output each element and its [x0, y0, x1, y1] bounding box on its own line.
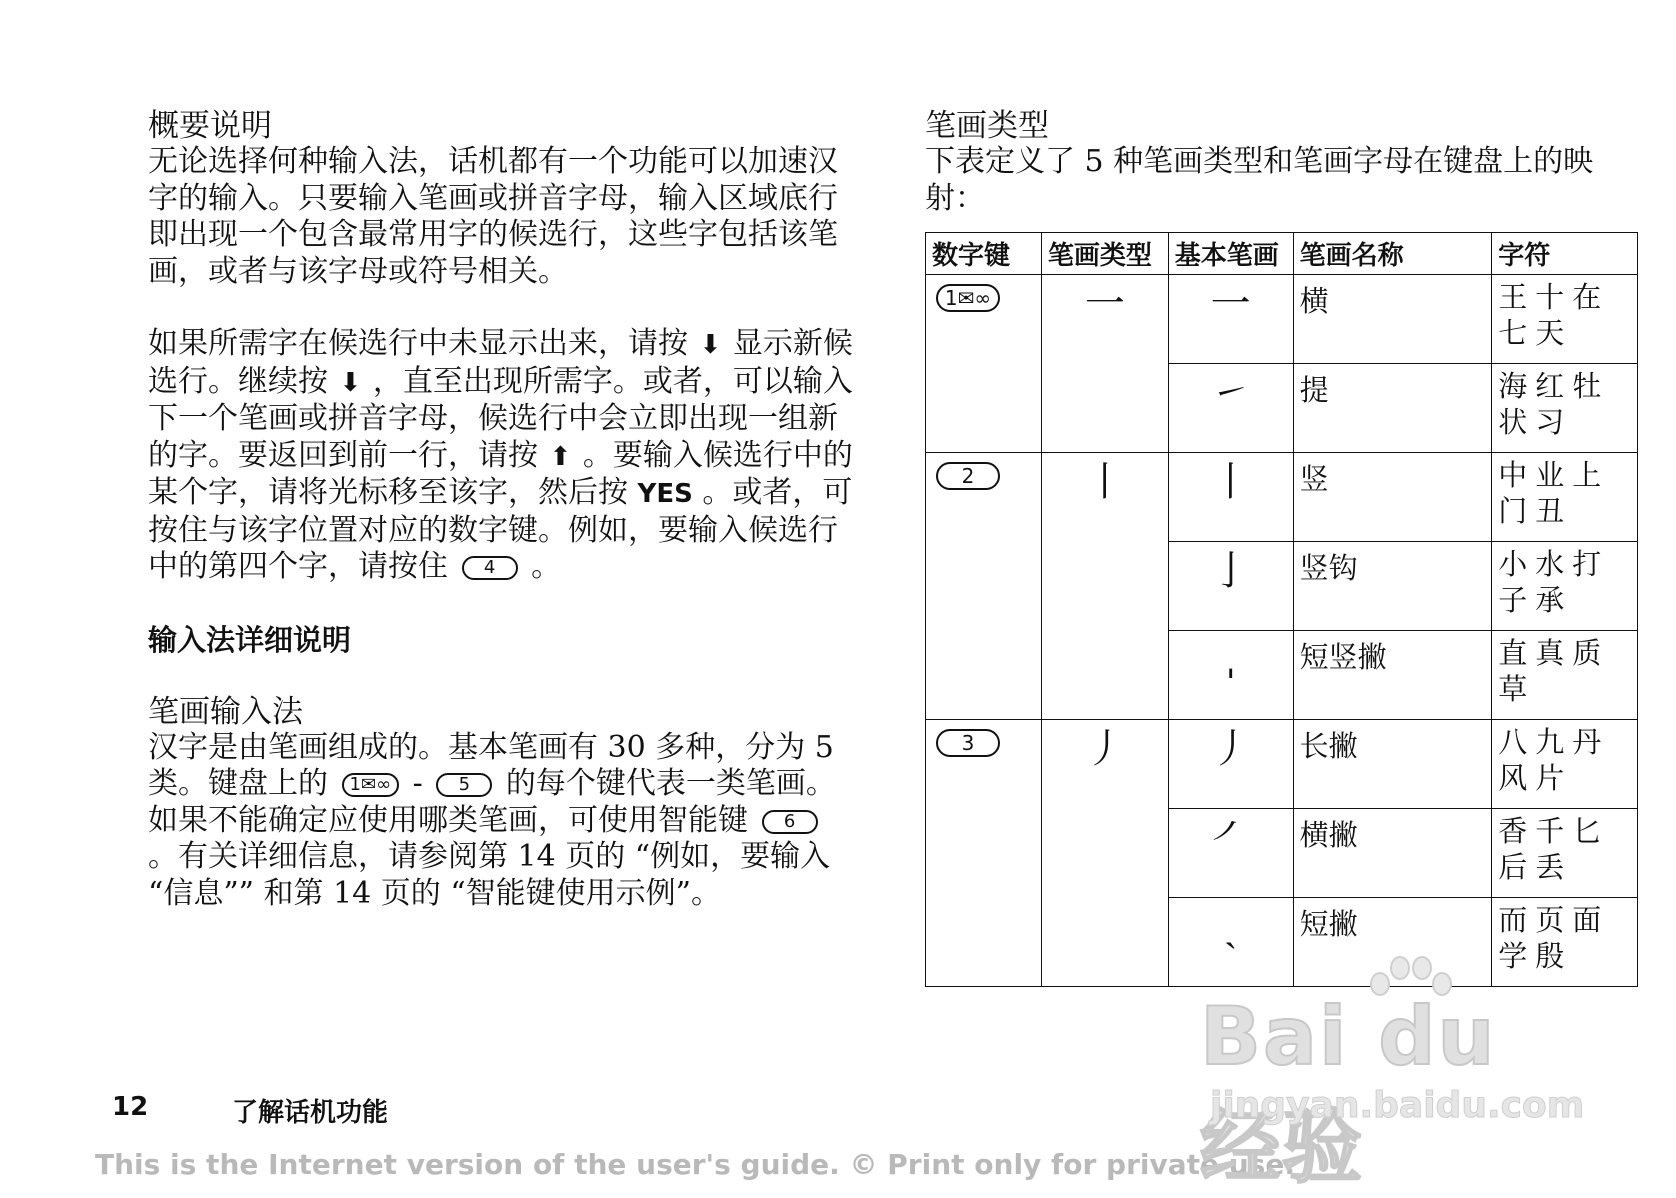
overview-title: 概要说明: [148, 108, 272, 144]
table-row: [926, 275, 1638, 364]
header-type: 笔画类型: [1041, 233, 1168, 275]
characters-cell: 海红牡状习: [1492, 364, 1638, 453]
stroke-type-cell: 丨: [1041, 453, 1168, 720]
method-title: 输入法详细说明: [148, 622, 352, 657]
basic-stroke-cell: ㇀: [1168, 364, 1293, 453]
s-dash: -: [412, 766, 423, 801]
stroke-types-title: 笔画类型: [925, 108, 1049, 144]
basic-stroke-cell: ˌ: [1168, 631, 1293, 720]
stroke-name-cell: 竖: [1293, 453, 1492, 542]
stroke-type-cell: 丿: [1041, 720, 1168, 987]
number-key-icon: 3: [936, 729, 1000, 757]
basic-stroke-cell: ˏ: [1168, 898, 1293, 987]
stroke-name-cell: 提: [1293, 364, 1492, 453]
s-text-c: 。有关详细信息，请参阅第 14 页的 “例如，要输入 “信息”” 和第 14 页的 “智能键使用示例”。: [148, 839, 831, 911]
basic-stroke-cell: 丨: [1168, 453, 1293, 542]
characters-cell: 小水打子承: [1492, 542, 1638, 631]
header-basic: 基本笔画: [1168, 233, 1293, 275]
table-row: [926, 720, 1638, 809]
stroke-input-title: 笔画输入法: [148, 693, 303, 730]
overview-text: 无论选择何种输入法，话机都有一个功能可以加速汉字的输入。只要输入笔画或拼音字母，输入区域底行即出现一个包含最常用字的候选行，这些字包括该笔画，或者与该字母或符号相关。: [148, 144, 838, 289]
stroke-name-cell: 长撇: [1293, 720, 1492, 809]
characters-cell: 直真质草: [1492, 631, 1638, 720]
stroke-name-cell: 横: [1293, 275, 1492, 364]
stroke-name-cell: 竖钩: [1293, 542, 1492, 631]
down-arrow-icon: ⬇: [339, 367, 362, 398]
left-column: [148, 108, 858, 912]
key-6-icon: 6: [762, 810, 818, 834]
baidu-watermark: [1200, 950, 1600, 1194]
number-key-icon: 1✉∞: [936, 284, 1000, 312]
stroke-type-cell: 一: [1041, 275, 1168, 453]
right-column: [925, 108, 1640, 217]
page-number: 12: [112, 1092, 149, 1122]
up-arrow-icon: ⬆: [549, 441, 572, 472]
yes-key-label: YES: [637, 479, 693, 509]
header-chars: 字符: [1492, 233, 1638, 275]
s-text-a: 汉字是由笔画组成的。基本笔画有 30 多种，分为 5 类。键盘上的: [148, 729, 834, 801]
stroke-name-cell: 横撇: [1293, 809, 1492, 898]
basic-stroke-cell: 亅: [1168, 542, 1293, 631]
basic-stroke-cell: 丿: [1168, 720, 1293, 809]
p2-text-f: 。: [531, 549, 562, 584]
characters-cell: 中业上门丑: [1492, 453, 1638, 542]
table-header-row: [926, 233, 1638, 275]
p2-text-c: ，直至出现所需字。或者，可以输入下一个笔画或拼音字母，候选行中会立即出现一组新的字。要返回到前一行，请按: [148, 363, 853, 473]
number-key-cell: [926, 275, 1042, 453]
candidate-paragraph: [148, 326, 858, 586]
print-notice: This is the Internet version of the user's guide. © Print only for private use.: [95, 1148, 1295, 1181]
characters-cell: 而页面学殷: [1492, 898, 1638, 987]
p2-text-d: 。要输入候选行中的某个字，请将光标移至该字，然后按: [148, 437, 853, 510]
down-arrow-icon: ⬇: [699, 330, 722, 360]
stroke-types-intro: 下表定义了 5 种笔画类型和笔画字母在键盘上的映射：: [925, 144, 1594, 216]
header-key: 数字键: [926, 233, 1042, 275]
stroke-name-cell: 短撇: [1293, 898, 1492, 987]
table-row: [926, 453, 1638, 542]
characters-cell: 王十在七天: [1492, 275, 1638, 364]
characters-cell: 八九丹风片: [1492, 720, 1638, 809]
characters-cell: 香千匕后丢: [1492, 809, 1638, 898]
stroke-table: [925, 232, 1638, 987]
key-1-icon: 1✉∞: [342, 773, 400, 797]
number-key-icon: 2: [936, 462, 1000, 490]
s-text-b: 的每个键代表一类笔画。如果不能确定应使用哪类笔画，可使用智能键: [148, 766, 836, 838]
basic-stroke-cell: ㇒: [1168, 809, 1293, 898]
p2-text-e: 。或者，可按住与该字位置对应的数字键。例如，要输入候选行中的第四个字，请按住: [148, 475, 853, 584]
key-4-icon: 4: [462, 556, 518, 580]
watermark-brand: Bai du 经验: [1200, 990, 1497, 1194]
stroke-name-cell: 短竖撇: [1293, 631, 1492, 720]
header-name: 笔画名称: [1293, 233, 1492, 275]
key-5-icon: 5: [436, 773, 492, 797]
basic-stroke-cell: 一: [1168, 275, 1293, 364]
watermark-url: jingyan.baidu.com: [1210, 1085, 1585, 1126]
p2-text-b: 显示新候选行。继续按: [148, 326, 853, 399]
section-title: 了解话机功能: [232, 1098, 389, 1128]
number-key-cell: [926, 720, 1042, 987]
stroke-input-paragraph: [148, 730, 858, 913]
p2-text-a: 如果所需字在候选行中未显示出来，请按: [148, 326, 688, 361]
number-key-cell: [926, 453, 1042, 720]
